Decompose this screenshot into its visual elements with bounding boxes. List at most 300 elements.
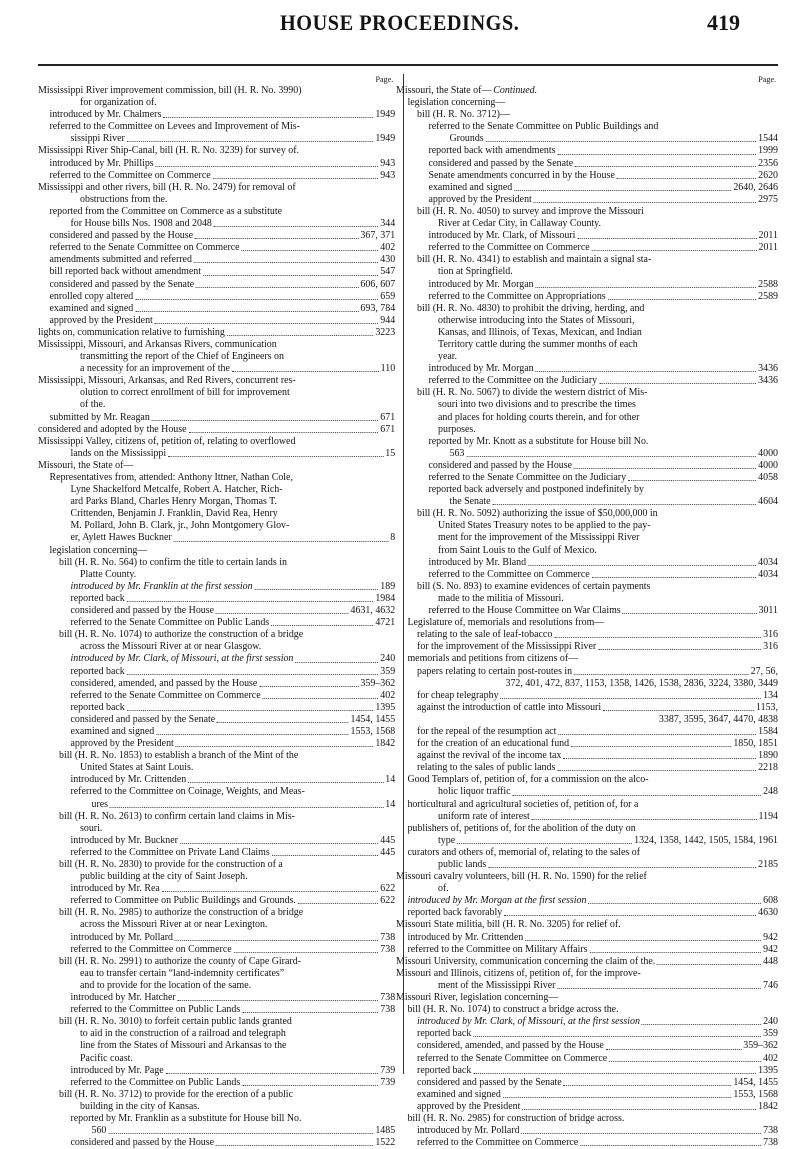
entry-text: type <box>438 834 456 846</box>
index-entry <box>396 968 778 980</box>
page-reference: 110 <box>380 363 396 375</box>
index-entry <box>396 1065 778 1077</box>
entry-text: Grounds <box>449 133 484 145</box>
dot-leader <box>557 770 756 771</box>
dot-leader <box>628 480 756 481</box>
entry-text: bill (H. R. No. 4341) to establish and maintain a signal sta- <box>417 254 652 266</box>
entry-text: Missouri, the State of— <box>396 85 492 96</box>
dot-leader <box>575 166 756 167</box>
dot-leader <box>599 383 756 384</box>
entry-text: Platte County. <box>80 568 137 580</box>
dot-leader <box>473 1036 761 1037</box>
entry-text: referred to the Committee on Levees and Improvement of Mis- <box>49 121 300 133</box>
index-entry <box>396 944 778 956</box>
index-entry <box>38 847 395 859</box>
page-reference: 445 <box>380 846 396 858</box>
index-entry <box>38 617 395 629</box>
index-entry <box>38 581 395 593</box>
entry-text: tion at Springfield. <box>438 266 513 278</box>
dot-leader <box>577 238 756 239</box>
dot-leader <box>176 746 374 747</box>
index-entry <box>38 1125 395 1137</box>
page-reference: 316 <box>763 641 778 653</box>
page-reference: 2011 <box>758 242 778 254</box>
dot-leader <box>534 202 757 203</box>
page-reference: 1395 <box>375 701 396 713</box>
page-reference: 402 <box>380 242 396 254</box>
dot-leader <box>557 988 761 989</box>
index-entry <box>38 666 395 678</box>
entry-text: the Senate <box>449 496 491 508</box>
dot-leader <box>127 601 374 602</box>
index-entry <box>396 895 778 907</box>
index-entry <box>38 762 395 774</box>
entry-text: for cheap telegraphy <box>417 689 499 701</box>
page-reference: 2588 <box>758 278 778 290</box>
index-entry <box>38 1077 395 1089</box>
entry-text: souri into two divisions and to prescribe the times <box>438 399 636 411</box>
page-reference: 659 <box>380 290 396 302</box>
entry-text: otherwise introducing into the States of Missouri, <box>438 314 635 326</box>
page-reference: 1999 <box>758 145 778 157</box>
entry-text: Territory cattle during the summer months of each <box>438 338 638 350</box>
entry-text: for the repeal of the resumption act <box>417 725 557 737</box>
entry-text: introduced by Mr. Crittenden <box>70 774 187 786</box>
index-entry <box>396 738 778 750</box>
page-reference: 746 <box>763 979 778 991</box>
index-entry <box>38 992 395 1004</box>
entry-text: referred to the Senate Committee on the Judiciary <box>428 472 627 483</box>
index-entry <box>38 980 395 992</box>
dot-leader <box>127 674 379 675</box>
index-entry <box>396 581 778 593</box>
page-reference: 27, 56, <box>750 665 778 677</box>
page-reference: 2356 <box>758 157 778 169</box>
dot-leader <box>564 1085 732 1086</box>
dot-leader <box>466 456 756 457</box>
page-reference: 943 <box>380 169 396 181</box>
index-entry <box>38 907 395 919</box>
right-column <box>396 74 778 1149</box>
index-entry <box>38 750 395 762</box>
dot-leader <box>557 154 756 155</box>
index-entry <box>396 1016 778 1028</box>
entry-text: approved by the President <box>417 1100 521 1112</box>
entry-text: introduced by Mr. Pollard <box>417 1125 520 1137</box>
index-entry <box>38 1016 395 1028</box>
entry-text: introduced by Mr. Morgan <box>428 363 534 375</box>
dot-leader <box>110 807 383 808</box>
index-entry <box>38 315 395 327</box>
entry-text: introduced by Mr. Clark, of Missouri <box>428 230 576 242</box>
index-entry <box>396 436 778 448</box>
entry-text: introduced by Mr. Franklin at the first session <box>70 580 253 592</box>
index-entry <box>396 266 778 278</box>
entry-text: and places for holding courts therein, and for other <box>438 411 640 423</box>
entry-text: referred to the Committee on Commerce <box>49 169 211 181</box>
dot-leader <box>216 613 349 614</box>
index-entry <box>38 206 395 218</box>
index-entry <box>396 532 778 544</box>
index-entry <box>396 254 778 266</box>
entry-text: Missouri River, legislation concerning— <box>396 992 559 1004</box>
index-entry <box>396 750 778 762</box>
entry-text: submitted by Mr. Reagan <box>49 411 150 423</box>
index-entry <box>396 605 778 617</box>
dot-leader <box>254 589 378 590</box>
dot-leader <box>558 734 756 735</box>
index-entry <box>38 532 395 544</box>
index-entry <box>396 847 778 859</box>
entry-text: bill (H. R. No. 1074) to authorize the construction of a bridge <box>59 629 304 641</box>
entry-text: ment for the improvement of the Mississippi River <box>438 532 640 544</box>
page-reference: 943 <box>380 157 396 169</box>
dot-leader <box>492 504 756 505</box>
entry-text: considered and passed by the Senate <box>428 157 574 169</box>
dot-leader <box>500 698 761 699</box>
index-entry <box>38 351 395 363</box>
page-reference: 1949 <box>375 109 396 121</box>
entry-text: a necessity for an improvement of the <box>80 363 230 375</box>
entry-text: from Saint Louis to the Gulf of Mexico. <box>438 544 597 556</box>
page-reference: 3011 <box>758 605 778 617</box>
page-reference: 1850, 1851 <box>733 738 778 750</box>
entry-text: referred to the Senate Committee on Commerce <box>417 1052 608 1064</box>
index-entry <box>38 242 395 254</box>
page-reference: 367, 371 <box>360 230 396 242</box>
dot-leader <box>295 662 378 663</box>
dot-leader <box>592 577 757 578</box>
dot-leader <box>162 891 379 892</box>
dot-leader <box>272 855 379 856</box>
dot-leader <box>213 178 379 179</box>
entry-text: Legislature of, memorials and resolutions from— <box>407 617 605 629</box>
index-entry <box>396 230 778 242</box>
index-entry <box>396 339 778 351</box>
dot-leader <box>532 819 757 820</box>
dot-leader <box>521 1133 761 1134</box>
dot-leader <box>234 952 379 953</box>
index-entry <box>38 121 395 133</box>
entry-text: referred to the Committee on Commerce <box>428 242 590 254</box>
page-reference: 739 <box>380 1064 396 1076</box>
dot-leader <box>528 565 756 566</box>
entry-text: against the introduction of cattle into Missouri <box>417 701 602 713</box>
index-entry <box>396 1053 778 1065</box>
page-reference: 316 <box>763 629 778 641</box>
dot-leader <box>135 299 378 300</box>
index-entry <box>396 666 778 678</box>
page-reference: 738 <box>380 1004 396 1016</box>
index-entry <box>38 895 395 907</box>
page-reference: 1890 <box>758 750 778 762</box>
index-entry <box>396 774 778 786</box>
index-entry <box>396 1125 778 1137</box>
index-entry <box>38 835 395 847</box>
index-entry <box>396 762 778 774</box>
dot-leader <box>608 299 757 300</box>
entry-text: introduced by Mr. Rea <box>70 883 160 895</box>
page-reference: 2011 <box>758 230 778 242</box>
dot-leader <box>232 371 379 372</box>
page-reference: 14 <box>385 798 396 810</box>
index-entry <box>396 545 778 557</box>
entry-text: approved by the President <box>49 314 153 326</box>
index-entry <box>396 109 778 121</box>
dot-leader <box>156 734 348 735</box>
index-entry <box>38 557 395 569</box>
index-entry <box>396 412 778 424</box>
index-entry <box>38 363 395 375</box>
dot-leader <box>175 940 378 941</box>
dot-leader <box>535 287 756 288</box>
entry-text: line from the States of Missouri and Arkansas to the <box>80 1040 287 1052</box>
index-entry <box>38 871 395 883</box>
page-reference: 671 <box>380 411 396 423</box>
index-entry <box>396 883 778 895</box>
index-entry <box>38 375 395 387</box>
entry-text: referred to the Committee on Commerce <box>428 568 590 580</box>
entry-text: Senate amendments concurred in by the House <box>428 169 615 181</box>
page-reference: 15 <box>385 447 396 459</box>
index-entry <box>396 593 778 605</box>
page-reference: 3223 <box>375 326 396 338</box>
page-reference: 1454, 1455 <box>733 1076 778 1088</box>
index-entry <box>38 327 395 339</box>
entry-text: relating to the sales of public lands <box>417 762 556 774</box>
page-reference: 4721 <box>375 617 396 629</box>
entry-text: bill (H. R. No. 2985) for construction of bridge across. <box>407 1112 625 1124</box>
index-entry <box>396 726 778 738</box>
page-reference: 240 <box>763 1016 778 1028</box>
index-entry <box>38 387 395 399</box>
dot-leader <box>216 1145 373 1146</box>
page-reference: 2975 <box>758 193 778 205</box>
index-entry <box>38 484 395 496</box>
index-entry <box>38 254 395 266</box>
entry-text: approved by the President <box>70 738 174 750</box>
index-entry <box>38 811 395 823</box>
index-entry <box>396 158 778 170</box>
index-entry <box>38 170 395 182</box>
index-entry <box>396 980 778 992</box>
index-entry <box>396 823 778 835</box>
index-entry <box>396 617 778 629</box>
page-reference: 738 <box>380 992 396 1004</box>
index-entry <box>396 496 778 508</box>
index-entry <box>38 714 395 726</box>
entry-text: across the Missouri River at or near Lexington. <box>80 919 268 931</box>
index-entry <box>396 786 778 798</box>
page-reference: 1395 <box>758 1064 778 1076</box>
dot-leader <box>195 238 359 239</box>
index-entry <box>396 557 778 569</box>
entry-text: Lyne Shackelford Metcalfe, Robert A. Hatcher, Rich- <box>70 484 283 496</box>
entry-text: Mississippi and other rivers, bill (H. R. No. 2479) for removal of <box>38 181 296 193</box>
index-entry <box>396 1040 778 1052</box>
page-reference: 1522 <box>375 1137 396 1149</box>
entry-text: year. <box>438 351 458 363</box>
entry-text: made to the militia of Missouri. <box>438 592 564 604</box>
index-entry <box>396 714 778 726</box>
index-entry <box>38 109 395 121</box>
dot-leader <box>242 1085 378 1086</box>
entry-text: eau to transfer certain “land-indemnity certificates” <box>80 967 285 979</box>
dot-leader <box>504 915 756 916</box>
dot-leader <box>598 649 761 650</box>
index-entry <box>396 932 778 944</box>
index-entry <box>396 919 778 931</box>
index-entry <box>38 726 395 738</box>
entry-text: reported back <box>70 701 125 713</box>
page-reference: 359 <box>380 665 396 677</box>
entry-text: referred to the Senate Committee on Commerce <box>70 689 261 701</box>
dot-leader <box>589 952 761 953</box>
index-entry <box>38 919 395 931</box>
index-entry <box>38 653 395 665</box>
index-entry <box>38 569 395 581</box>
page-reference: 1553, 1568 <box>733 1088 778 1100</box>
index-entry <box>396 992 778 1004</box>
dot-leader <box>642 1024 761 1025</box>
dot-leader <box>512 795 761 796</box>
dot-leader <box>574 674 749 675</box>
entry-text: Missouri, the State of— <box>38 459 134 471</box>
entry-text: 563 <box>449 447 465 459</box>
index-entry <box>38 932 395 944</box>
entry-text: across the Missouri River at or near Glasgow. <box>80 641 262 653</box>
entry-text: bill (H. R. No. 3010) to forfeit certain public lands granted <box>59 1016 292 1028</box>
index-entry <box>38 883 395 895</box>
index-entry <box>396 375 778 387</box>
entry-text: ures <box>91 798 109 810</box>
entry-text: referred to the Committee on Appropriations <box>428 290 606 302</box>
page-reference: 4000 <box>758 459 778 471</box>
entry-text: introduced by Mr. Morgan <box>428 278 534 290</box>
index-entry <box>38 690 395 702</box>
entry-text: Missouri and Illinois, citizens of, petition of, for the improve- <box>396 967 641 979</box>
entry-text: sissippi River <box>70 133 125 145</box>
entry-text: for organization of. <box>80 97 157 109</box>
dot-leader <box>486 141 757 142</box>
index-entry <box>38 291 395 303</box>
page-reference: 2218 <box>758 762 778 774</box>
entry-text: referred to Committee on Public Buildings and Grounds. <box>70 895 296 907</box>
index-entry <box>38 1004 395 1016</box>
dot-leader <box>571 746 731 747</box>
dot-leader <box>623 613 757 614</box>
index-entry <box>396 907 778 919</box>
index-entry <box>38 944 395 956</box>
index-entry <box>38 1028 395 1040</box>
page-reference: 402 <box>763 1052 778 1064</box>
index-entry <box>38 424 395 436</box>
page-reference: 738 <box>763 1125 778 1137</box>
entry-text: referred to the Senate Committee on Public Buildings and <box>428 121 659 133</box>
dot-leader <box>227 335 374 336</box>
entry-text: bill (H. R. No. 2991) to authorize the county of Cape Girard- <box>59 955 301 967</box>
index-entry <box>396 641 778 653</box>
page-reference: 3436 <box>758 363 778 375</box>
entry-text: introduced by Mr. Hatcher <box>70 992 176 1004</box>
entry-text: for the creation of an educational fund <box>417 738 570 750</box>
entry-text: reported back <box>417 1028 472 1040</box>
index-entry <box>396 303 778 315</box>
page-reference: 942 <box>763 931 778 943</box>
entry-text: transmitting the report of the Chief of Engineers on <box>80 351 284 363</box>
page-reference: 1842 <box>375 738 396 750</box>
dot-leader <box>127 710 374 711</box>
entry-text: examined and signed <box>417 1088 501 1100</box>
dot-leader <box>214 226 379 227</box>
index-entry <box>396 678 778 690</box>
index-entry <box>396 194 778 206</box>
page-reference: 3436 <box>758 375 778 387</box>
dot-leader <box>554 637 761 638</box>
index-entry <box>38 448 395 460</box>
index-entry <box>38 460 395 472</box>
entry-text: bill (H. R. No. 4830) to prohibit the driving, herding, and <box>417 302 645 314</box>
dot-leader <box>473 1073 756 1074</box>
dot-leader <box>457 843 632 844</box>
index-entry <box>38 1053 395 1065</box>
entry-text: bill (H. R. No. 5092) authorizing the issue of $50,000,000 in <box>417 508 658 520</box>
dot-leader <box>180 843 379 844</box>
dot-leader <box>606 1049 742 1050</box>
index-entry <box>38 520 395 532</box>
entry-text: introduced by Mr. Morgan at the first session <box>407 895 587 907</box>
entry-text: reported by Mr. Franklin as a substitute for House bill No. <box>70 1112 302 1124</box>
index-entry <box>38 158 395 170</box>
entry-text: Kansas, and Illinois, of Texas, Mexican, and Indian <box>438 326 642 338</box>
index-entry <box>396 1137 778 1149</box>
entry-text: examined and signed <box>70 725 155 737</box>
index-entry <box>38 1089 395 1101</box>
entry-text: Mississippi, Missouri, and Arkansas Rivers, communication <box>38 338 277 350</box>
entry-text: bill (S. No. 893) to examine evidences of certain payments <box>417 580 651 592</box>
page-reference: 445 <box>380 834 396 846</box>
page-header <box>280 10 740 62</box>
entry-text: considered, amended, and passed by the House <box>417 1040 604 1052</box>
page-reference: 1544 <box>758 133 778 145</box>
index-entry <box>38 1065 395 1077</box>
index-entry <box>38 1040 395 1052</box>
index-entry <box>396 1101 778 1113</box>
dot-leader <box>603 710 754 711</box>
entry-text: referred to the Committee on Public Lands <box>70 1076 241 1088</box>
dot-leader <box>263 698 379 699</box>
page-reference: 622 <box>380 883 396 895</box>
index-entry <box>38 1101 395 1113</box>
index-entry <box>396 799 778 811</box>
entry-text: ard Parks Bland, Charles Henry Morgan, Thomas T. <box>70 496 277 508</box>
entry-text: Crittenden, Benjamin J. Franklin, David Rea, Henry <box>70 508 278 520</box>
index-entry <box>396 97 778 109</box>
index-entry <box>396 399 778 411</box>
entry-text: referred to the Committee on Coinage, Weights, and Meas- <box>70 786 305 798</box>
index-entry <box>396 351 778 363</box>
entry-text: examined and signed <box>428 181 513 193</box>
page-reference: 240 <box>380 653 396 665</box>
index-entry <box>396 218 778 230</box>
entry-text: Mississippi Valley, citizens of, petition of, relating to overflowed <box>38 435 296 447</box>
entry-text: bill (H. R. No. 1074) to construct a bridge across the. <box>407 1004 619 1016</box>
index-entry <box>396 85 778 97</box>
entry-text: lands on the Mississippi <box>70 447 167 459</box>
dot-leader <box>127 141 374 142</box>
index-entry <box>38 738 395 750</box>
entry-text: referred to the Committee on Commerce <box>417 1137 579 1149</box>
